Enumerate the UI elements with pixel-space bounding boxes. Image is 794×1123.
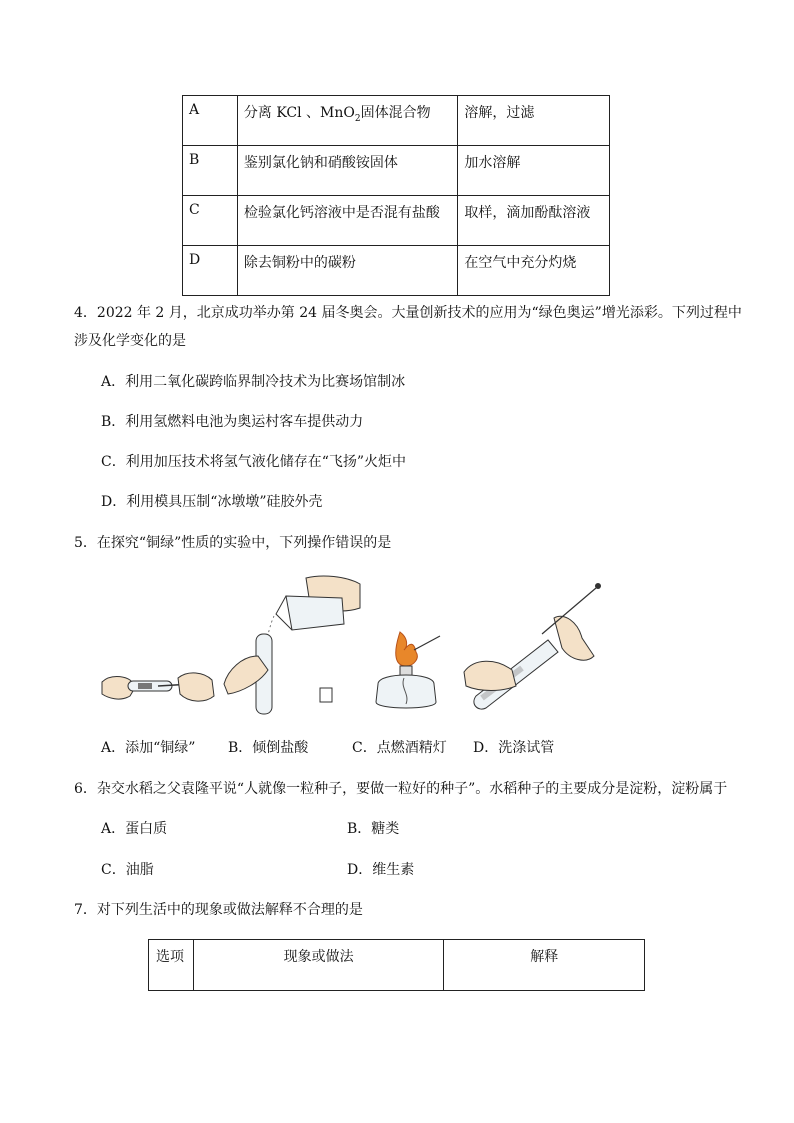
explanation-table <box>148 939 645 991</box>
table-row <box>183 146 610 196</box>
question-5-stem: 5．在探究“铜绿”性质的实验中，下列操作错误的是 <box>74 535 392 551</box>
experiment-method: 取样，滴加酚酞溶液 <box>458 196 610 246</box>
figure-pour-acid <box>222 574 362 720</box>
q4-option-c: C．利用加压技术将氢气液化储存在“飞扬”火炬中 <box>101 454 407 470</box>
q4-option-b: B．利用氢燃料电池为奥运村客车提供动力 <box>101 414 364 430</box>
question-4-stem-cont: 涉及化学变化的是 <box>74 333 186 349</box>
table-row <box>183 246 610 296</box>
question-6-stem: 6．杂交水稻之父袁隆平说“人就像一粒种子，要做一粒好的种子”。水稻种子的主要成分是淀粉，淀粉属于 <box>74 781 728 797</box>
experiment-table <box>182 95 610 296</box>
table-row <box>183 196 610 246</box>
figure-light-lamp <box>370 628 448 712</box>
q6-option-d: D．维生素 <box>347 862 415 878</box>
header-phenomenon: 现象或做法 <box>193 940 443 991</box>
q5-option-a: A．添加“铜绿” <box>101 740 196 756</box>
experiment-method: 加水溶解 <box>458 146 610 196</box>
q5-option-d: D．洗涤试管 <box>473 740 555 756</box>
experiment-method: 在空气中充分灼烧 <box>458 246 610 296</box>
question-4-stem: 4．2022 年 2 月，北京成功举办第 24 届冬奥会。大量创新技术的应用为“绿色奥运”增光添彩。下列过程中 <box>74 305 742 321</box>
q6-option-a: A．蛋白质 <box>101 821 168 837</box>
q6-option-c: C．油脂 <box>101 862 154 878</box>
q6-option-b: B．糖类 <box>347 821 400 837</box>
table-row <box>183 96 610 146</box>
q4-option-d: D．利用模具压制“冰墩墩”硅胶外壳 <box>101 494 323 510</box>
row-label: B <box>183 146 238 196</box>
header-explanation: 解释 <box>444 940 645 991</box>
experiment-method: 溶解，过滤 <box>458 96 610 146</box>
experiment-purpose: 鉴别氯化钠和硝酸铵固体 <box>237 146 457 196</box>
figure-add-powder <box>100 662 216 712</box>
row-label: C <box>183 196 238 246</box>
q5-option-b: B．倾倒盐酸 <box>228 740 309 756</box>
table-header-row <box>149 940 645 991</box>
header-option: 选项 <box>149 940 194 991</box>
row-label: A <box>183 96 238 146</box>
experiment-purpose: 除去铜粉中的碳粉 <box>237 246 457 296</box>
experiment-purpose: 分离 KCl 、MnO$_2$固体混合物 <box>237 96 457 146</box>
q5-option-c: C．点燃酒精灯 <box>352 740 447 756</box>
row-label: D <box>183 246 238 296</box>
question-7-stem: 7．对下列生活中的现象或做法解释不合理的是 <box>74 902 363 918</box>
experiment-purpose: 检验氯化钙溶液中是否混有盐酸 <box>237 196 457 246</box>
q4-option-a: A．利用二氧化碳跨临界制冷技术为比赛场馆制冰 <box>101 374 406 390</box>
figure-wash-tube <box>462 578 612 712</box>
